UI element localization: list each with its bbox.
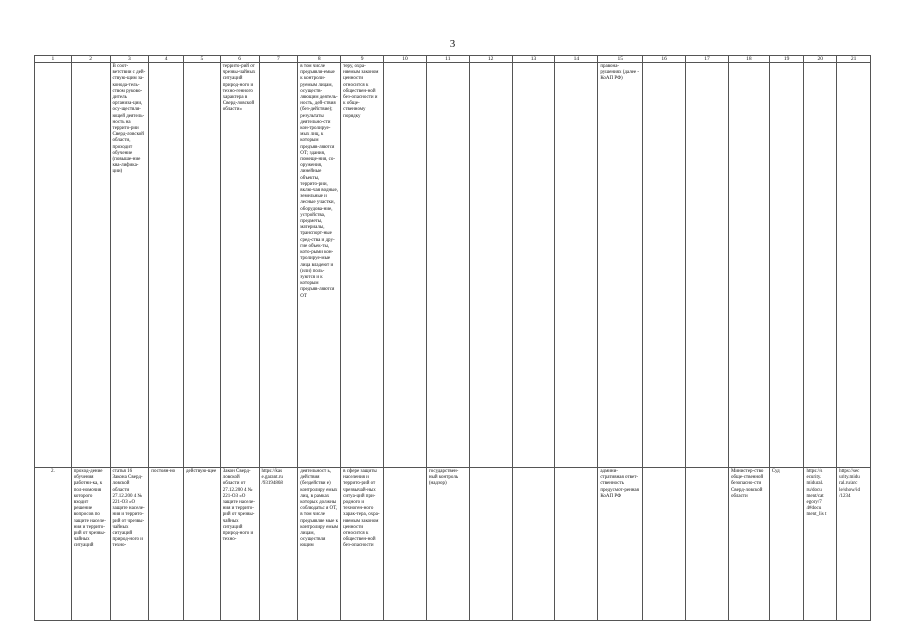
table-cell: [259, 63, 298, 468]
table-cell: [149, 63, 184, 468]
col-header: 14: [555, 56, 598, 63]
col-header: 1: [35, 56, 72, 63]
table-cell: [35, 63, 72, 468]
table-row: [35, 63, 871, 468]
col-header: 19: [769, 56, 804, 63]
table-cell: [555, 468, 598, 621]
table-cell: государствен-ный контроль (надзор): [426, 468, 469, 621]
table-cell: Суд: [769, 468, 804, 621]
table-cell: Министер-ство обще-ственной безопасно-сти Сверд-ловской области: [728, 468, 769, 621]
col-header: 8: [298, 56, 341, 63]
row-number: 2.: [35, 468, 72, 621]
table-cell: [71, 63, 110, 468]
col-header: 11: [426, 56, 469, 63]
table-cell: правона-рушениях (далее - КоАП РФ): [598, 63, 643, 468]
table-cell: [643, 63, 686, 468]
col-header: 6: [220, 56, 259, 63]
table-cell: теру, охра-няемым законом ценности относится к обществен-ной без-опасности и к обще-ственному порядку: [341, 63, 384, 468]
table-cell: [512, 468, 555, 621]
col-header: 17: [686, 56, 729, 63]
col-header: 10: [384, 56, 427, 63]
table-cell: [728, 63, 769, 468]
page-number: 3: [449, 38, 456, 50]
table-cell: [512, 63, 555, 468]
table-cell-link[interactable]: https://s ecurity. midural. ru/docu ment/cat egory/7 4#docu ment_lis t: [804, 468, 837, 621]
table-cell: [469, 468, 512, 621]
table-cell: [426, 63, 469, 468]
table-cell: в сфере защиты населения и террито-рий от чрезвычай-ных ситуа-ций при-родного и техноген-ного харак-тера, охра-няемым законом ценности относится к обществен-ной без-опасности: [341, 468, 384, 621]
table-cell: [469, 63, 512, 468]
col-header: 5: [184, 56, 221, 63]
col-header: 12: [469, 56, 512, 63]
table-cell: деятельност ь, действия (бездействи е) контролиру емых лиц, в рамках которых должны соблюдатьс я ОТ, в том числе предъявляе мые к контролиру емым лицам, осуществля ющим: [298, 468, 341, 621]
col-header: 2: [71, 56, 110, 63]
col-header: 3: [110, 56, 149, 63]
table-cell: [643, 468, 686, 621]
table-cell: статья 16 Закона Сверд-ловской области 27.12.200 4 № 221-ОЗ «О защите населе-ния и террито-рий от чрезвы-чайных ситуаций природ-ного и техно-: [110, 468, 149, 621]
table-cell-link[interactable]: https://kas e.garant.ru /93194868: [259, 468, 298, 621]
header-row: [35, 56, 871, 63]
table-cell: [804, 63, 837, 468]
table-cell: [837, 63, 871, 468]
table-cell: [686, 468, 729, 621]
table-cell: в том числе предъявля-емые к контроли-руемым лицам, осуществ-ляющим деятель-ность, дей-ствия (без-действие); результаты деятельно-сти кон-тролируе-мых лиц, к которым предъяв-ляются ОТ; здания, помеще-ния, со-оружения, линейные объекты, террито-рии, вклю-чая водные, земельные и лесные участки, оборудова-ние, устройства, предметы, материалы, транспорт-ные сред-ства и дру-гие объек-ты, кото-рыми кон-тролируе-мые лица владеют и (или) поль-зуются и к которым предъяв-ляются ОТ: [298, 63, 341, 468]
table-cell: [384, 63, 427, 468]
table-cell: [184, 63, 221, 468]
table-cell-link[interactable]: https://sec urity.midu ral.ru/arc le/show/id /1234: [837, 468, 871, 621]
col-header: 20: [804, 56, 837, 63]
col-header: 18: [728, 56, 769, 63]
table-cell: В соот-ветствии с дей-ствую-щим за-конода-тель-ством руково-дитель организа-ции, осу-ществля-ющей деятель-ность на террито-рии Сверд-ловской области, проходит обучение (повыше-ние ква-лифика-ции): [110, 63, 149, 468]
table-cell: постоян-но: [149, 468, 184, 621]
table-cell: админи-стративная ответ-ственность предусмот-ренная КоАП РФ: [598, 468, 643, 621]
document-table: [34, 55, 871, 621]
col-header: 4: [149, 56, 184, 63]
table-cell: [686, 63, 729, 468]
table-cell: Закон Сверд-ловской области от 27.12.200 4 № 221-ОЗ «О защите населе-ния и террито-рий от чрезвы-чайных ситуаций природ-ного и техно-: [220, 468, 259, 621]
table-cell: действую-щее: [184, 468, 221, 621]
table-cell: [769, 63, 804, 468]
col-header: 13: [512, 56, 555, 63]
table-row: [35, 468, 871, 621]
table-cell: [384, 468, 427, 621]
col-header: 9: [341, 56, 384, 63]
col-header: 15: [598, 56, 643, 63]
table-cell: проход-дение обучения работни-ка, к пол-номочия которого входит решение вопросов по защите населе-ния и террито-рий от чрезвы-чайных ситуаций: [71, 468, 110, 621]
col-header: 21: [837, 56, 871, 63]
col-header: 7: [259, 56, 298, 63]
table-cell: [555, 63, 598, 468]
col-header: 16: [643, 56, 686, 63]
table-cell: террито-рий от чрезвы-чайных ситуаций природ-ного и техно-генного характера в Сверд-ловской области»: [220, 63, 259, 468]
